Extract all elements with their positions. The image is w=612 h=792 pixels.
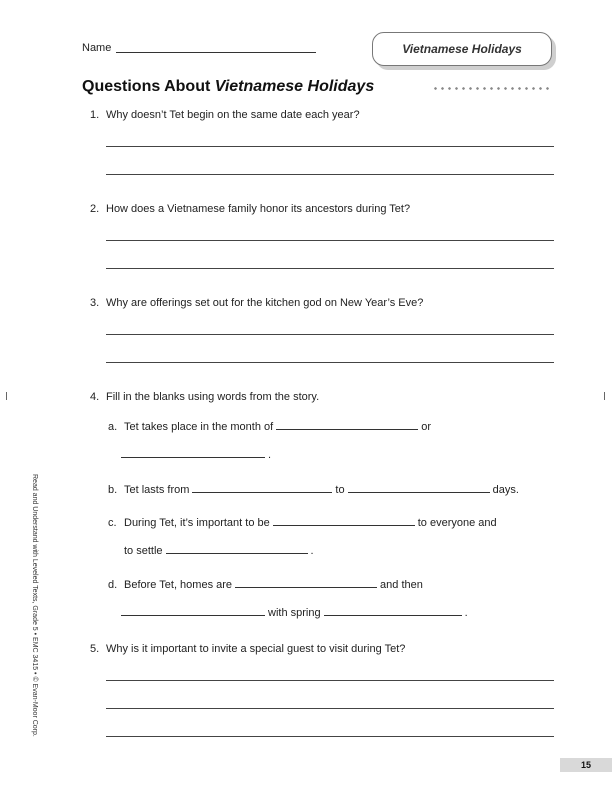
answer-line[interactable] [106,174,554,175]
question-5 [90,643,405,655]
name-line[interactable] [116,52,316,53]
answer-line[interactable] [106,146,554,147]
answer-line[interactable] [106,334,554,335]
blank-field[interactable] [235,577,377,588]
fill-in-c-line2 [124,543,314,557]
fill-in-c-text4: . [310,545,314,557]
blank-field[interactable] [121,447,265,458]
fill-in-a-text1: Tet takes place in the month of [124,421,274,433]
title-box: Vietnamese Holidays [372,32,552,66]
fill-in-a-letter: a. [108,421,118,433]
answer-line[interactable] [106,680,554,681]
blank-field[interactable] [166,543,308,554]
blank-field[interactable] [121,605,265,616]
margin-tick [604,392,605,400]
heading-prefix: Questions About [82,78,215,95]
fill-in-d-text1: Before Tet, homes are [124,579,233,591]
fill-in-d-text2: and then [380,579,423,591]
fill-in-d-text4: . [464,607,468,619]
fill-in-b-text3: days. [492,484,519,496]
question-4-text: Fill in the blanks using words from the story. [106,391,320,403]
fill-in-a-line1 [108,419,431,433]
name-label: Name [82,42,112,54]
fill-in-b-text2: to [335,484,345,496]
fill-in-c-text1: During Tet, it’s important to be [124,517,270,529]
fill-in-a-line2 [121,447,271,461]
question-3-number: 3. [90,297,100,309]
question-2-number: 2. [90,203,100,215]
question-2 [90,203,410,215]
question-3 [90,297,423,309]
fill-in-c-text2: to everyone and [417,517,497,529]
fill-in-c-text3: to settle [124,545,163,557]
margin-tick [6,392,7,400]
fill-in-b [108,482,519,496]
fill-in-b-text1: Tet lasts from [124,484,190,496]
question-5-number: 5. [90,643,100,655]
fill-in-d-letter: d. [108,579,118,591]
answer-line[interactable] [106,708,554,709]
answer-line[interactable] [106,240,554,241]
fill-in-d-text3: with spring [268,607,321,619]
blank-field[interactable] [324,605,462,616]
answer-line[interactable] [106,736,554,737]
fill-in-c-line1 [108,515,497,529]
question-4-number: 4. [90,391,100,403]
question-2-text: How does a Vietnamese family honor its ancestors during Tet? [106,203,411,215]
question-1-number: 1. [90,109,100,121]
heading-italic: Vietnamese Holidays [214,78,375,95]
blank-field[interactable] [276,419,418,430]
fill-in-a-text2: or [421,421,431,433]
page-heading [82,78,374,96]
question-3-text: Why are offerings set out for the kitchen god on New Year’s Eve? [106,297,424,309]
heading-dots [432,87,552,90]
blank-field[interactable] [348,482,490,493]
fill-in-a-text3: . [268,449,272,461]
blank-field[interactable] [273,515,415,526]
fill-in-d-line1 [108,577,423,591]
answer-line[interactable] [106,268,554,269]
answer-line[interactable] [106,362,554,363]
fill-in-c-letter: c. [108,517,117,529]
question-5-text: Why is it important to invite a special guest to visit during Tet? [106,643,406,655]
question-4 [90,391,319,403]
question-1-text: Why doesn’t Tet begin on the same date each year? [106,109,360,121]
blank-field[interactable] [192,482,332,493]
fill-in-b-letter: b. [108,484,118,496]
question-1 [90,109,360,121]
side-credit-text: Read and Understand with Leveled Texts, Grade 5 • EMC 3415 • © Evan-Moor Corp. [31,474,38,737]
page-number: 15 [560,758,612,772]
fill-in-d-line2 [121,605,468,619]
